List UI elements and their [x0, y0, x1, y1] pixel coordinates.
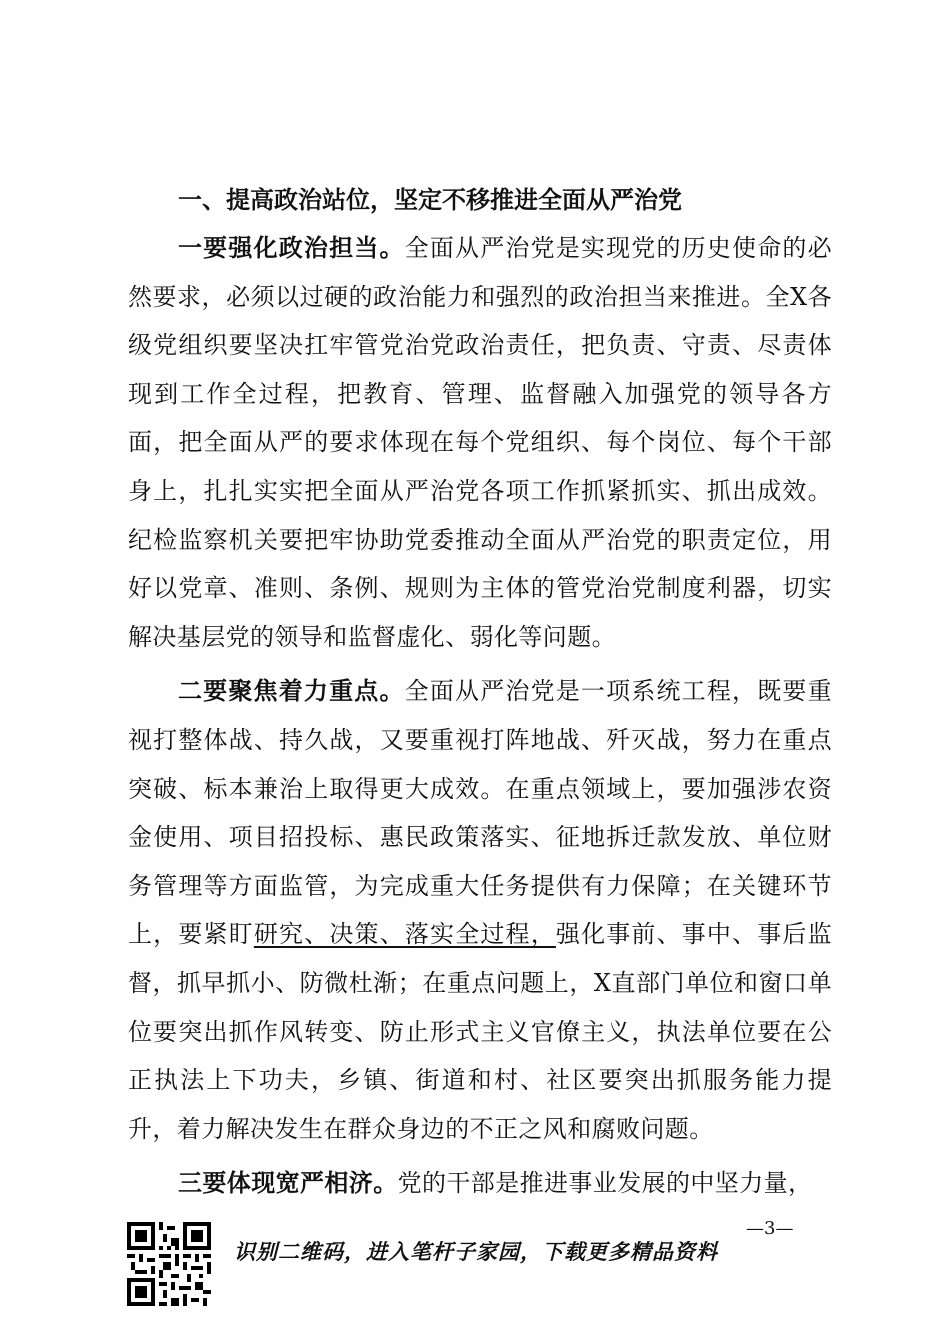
paragraph-1-body: 全面从严治党是实现党的历史使命的必然要求，必须以过硬的政治能力和强烈的政治担当来推进。全X各级党组织要坚决扛牢管党治党政治责任，把负责、守责、尽责体现到工作全过程，把教育、管理、监督融入加强党的领导各方面，把全面从严的要求体现在每个党组织、每个岗位、每个干部身上，扎扎实实把全面从严治党各项工作抓紧抓实、抓出成效。纪检监察机关要把牢协助党委推动全面从严治党的职责定位，用好以党章、准则、条例、规则为主体的管党治党制度利器，切实解决基层党的领导和监督虚化、弱化等问题。	[128, 234, 832, 651]
footer-promo-text: 识别二维码，进入笔杆子家园，下载更多精品资料	[234, 1239, 718, 1264]
paragraph-2-lead: 二要聚焦着力重点。	[178, 676, 405, 706]
paragraph-2-body-after: 强化事前、事中、事后监督，抓早抓小、防微杜渐；在重点问题上，X直部门单位和窗口单位要突出抓作风转变、防止形式主义官僚主义，执法单位要在公正执法上下功夫，乡镇、街道和村、社区要突出抓服务能力提升，着力解决发生在群众身边的不正之风和腐败问题。	[128, 920, 833, 1143]
page-number: —3—	[746, 1218, 794, 1239]
paragraph-2	[128, 667, 832, 1153]
section-heading: 一、提高政治站位，坚定不移推进全面从严治党	[178, 185, 682, 214]
paragraph-1	[128, 224, 832, 661]
qr-code-icon	[127, 1222, 211, 1306]
paragraph-2-body-before: 全面从严治党是一项系统工程，既要重视打整体战、持久战，又要重视打阵地战、歼灭战，努力在重点突破、标本兼治上取得更大成效。在重点领域上，要加强涉农资金使用、项目招投标、惠民政策落实、征地拆迁款发放、单位财务管理等方面监管，为完成重大任务提供有力保障；在关键环节上，要紧盯	[128, 677, 832, 949]
paragraph-1-lead: 一要强化政治担当。	[178, 233, 405, 262]
paragraph-2-underlined: 研究、决策、落实全过程，	[253, 920, 556, 949]
paragraph-3-lead: 三要体现宽严相济。	[178, 1168, 398, 1198]
paragraph-3	[128, 1159, 832, 1208]
paragraph-3-body: 党的干部是推进事业发展的中坚力量，	[397, 1169, 813, 1198]
document-body	[128, 176, 832, 1208]
